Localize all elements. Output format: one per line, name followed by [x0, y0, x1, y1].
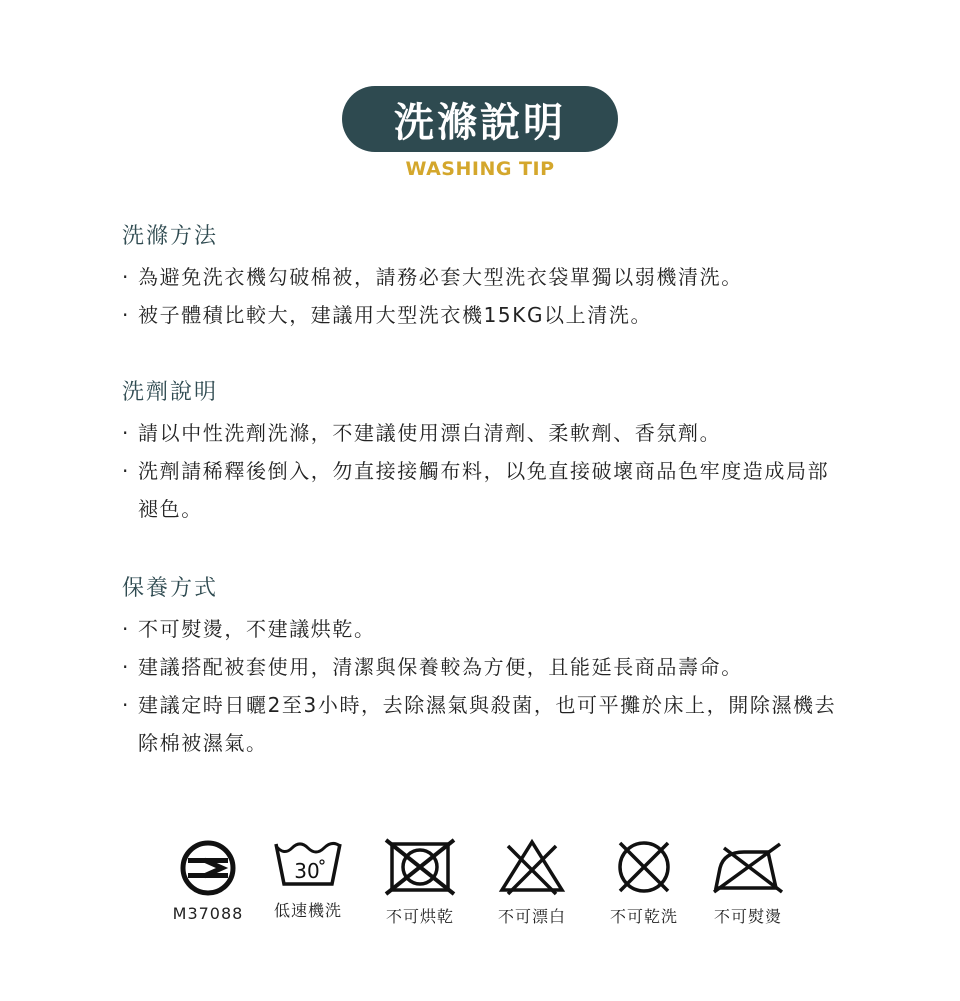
section-detergent	[122, 376, 862, 528]
title-pill	[342, 86, 618, 152]
list-item: · 建議定時日曬2至3小時，去除濕氣與殺菌，也可平攤於床上，開除濕機去除棉被濕氣。	[122, 686, 850, 762]
care-label: M37088	[172, 904, 244, 923]
care-label: 不可烘乾	[385, 907, 454, 926]
svg-text:30: 30	[294, 859, 320, 883]
bullet: ·	[122, 617, 130, 641]
bullet: ·	[122, 265, 130, 289]
care-label: 低速機洗	[273, 901, 342, 920]
list-item: · 請以中性洗劑洗滌，不建議使用漂白清劑、柔軟劑、香氛劑。	[122, 414, 862, 452]
section-maintenance	[122, 572, 862, 762]
list-item: · 被子體積比較大，建議用大型洗衣機15KG以上清洗。	[122, 296, 862, 334]
care-label: 不可漂白	[497, 907, 566, 926]
list-item: · 洗劑請稀釋後倒入，勿直接接觸布料，以免直接破壞商品色牢度造成局部褪色。	[122, 452, 848, 528]
care-icon-cell	[708, 838, 788, 927]
care-icons-row	[168, 838, 808, 938]
section-heading: 洗劑說明	[122, 380, 219, 405]
page-subtitle: WASHING TIP	[405, 158, 555, 180]
list-item: · 不可熨燙，不建議烘乾。	[122, 610, 862, 648]
list-item: · 為避免洗衣機勾破棉被，請務必套大型洗衣袋單獨以弱機清洗。	[122, 258, 862, 296]
care-icon-cell	[268, 838, 348, 921]
no-dry-clean-icon	[611, 838, 677, 896]
no-tumble-dry-icon	[382, 838, 458, 896]
care-label: 不可乾洗	[609, 907, 678, 926]
no-iron-icon	[710, 838, 786, 896]
list-item: · 建議搭配被套使用，清潔與保養較為方便，且能延長商品壽命。	[122, 648, 862, 686]
care-label: 不可熨燙	[713, 907, 782, 926]
no-bleach-icon	[496, 838, 568, 896]
bullet: ·	[122, 303, 130, 327]
section-heading: 洗滌方法	[122, 224, 219, 249]
care-icon-cell	[380, 838, 460, 927]
care-icon-cell	[492, 838, 572, 927]
bullet: ·	[122, 655, 130, 679]
bullet: ·	[122, 693, 130, 717]
bsmi-mark-icon	[178, 838, 238, 898]
bullet: ·	[122, 459, 130, 483]
section-heading: 保養方式	[122, 576, 219, 601]
care-icon-cell	[168, 838, 248, 923]
care-icon-cell	[604, 838, 684, 927]
wash-30-icon	[272, 838, 344, 890]
page-title: 洗滌說明	[394, 99, 566, 146]
section-washing-method	[122, 220, 862, 334]
bullet: ·	[122, 421, 130, 445]
